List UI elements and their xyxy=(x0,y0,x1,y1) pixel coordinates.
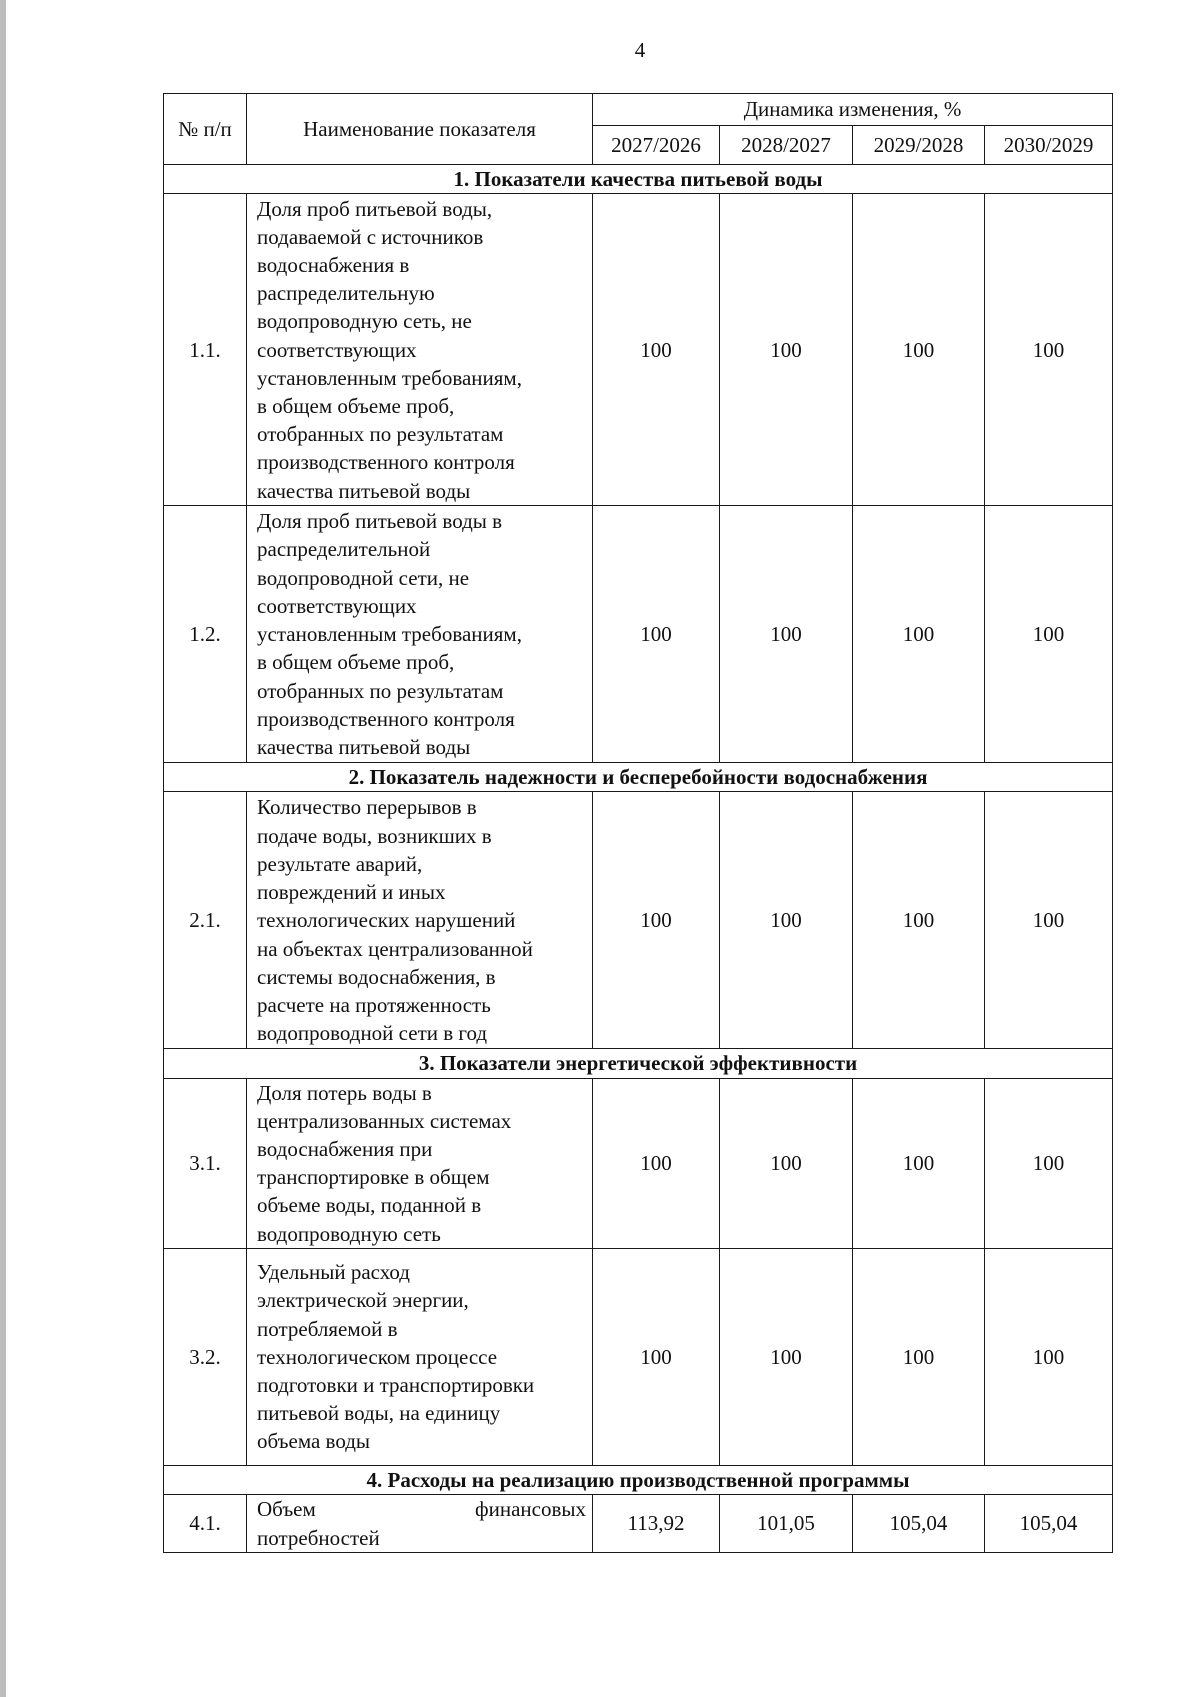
table-row xyxy=(164,194,1113,506)
indicator-name: Доля потерь воды в централизованных системах водоснабжения при транспортировке в общем объеме воды, поданной в водопроводную сеть xyxy=(247,1078,593,1248)
value-cell: 100 xyxy=(593,1078,720,1248)
value-cell: 100 xyxy=(720,1248,853,1465)
value-cell: 100 xyxy=(985,194,1113,506)
table-row xyxy=(164,506,1113,763)
indicator-name: Доля проб питьевой воды, подаваемой с источников водоснабжения в распределительную водопроводную сеть, не соответствующих установленным требованиям, в общем объеме проб, отобранных по результатам производственного контроля качества питьевой воды xyxy=(247,194,593,506)
header-year: 2030/2029 xyxy=(985,126,1113,165)
indicator-name: Количество перерывов в подаче воды, возникших в результате аварий, повреждений и иных технологических нарушений на объектах централизованной системы водоснабжения, в расчете на протяженность водопроводной сети в год xyxy=(247,792,593,1049)
table-row xyxy=(164,792,1113,1049)
value-cell: 100 xyxy=(720,194,853,506)
row-number: 1.2. xyxy=(164,506,247,763)
value-cell: 100 xyxy=(720,792,853,1049)
value-cell: 100 xyxy=(985,1078,1113,1248)
header-year: 2028/2027 xyxy=(720,126,853,165)
header-dynamics: Динамика изменения, % xyxy=(593,94,1113,126)
header-row-1 xyxy=(164,94,1113,126)
section-title: 2. Показатель надежности и бесперебойности водоснабжения xyxy=(164,763,1113,792)
row-number: 3.1. xyxy=(164,1078,247,1248)
indicator-name-word: потребностей xyxy=(257,1525,380,1550)
value-cell: 100 xyxy=(853,1248,985,1465)
indicator-name: Удельный расход электрической энергии, потребляемой в технологическом процессе подготовки и транспортировки питьевой воды, на единицу объема воды xyxy=(247,1248,593,1465)
indicator-name-word: финансовых xyxy=(475,1497,586,1522)
value-cell: 100 xyxy=(720,1078,853,1248)
value-cell: 105,04 xyxy=(853,1495,985,1553)
header-num: № п/п xyxy=(164,94,247,165)
scan-edge xyxy=(0,0,6,1697)
table-row xyxy=(164,1495,1113,1553)
value-cell: 100 xyxy=(853,506,985,763)
value-cell: 100 xyxy=(853,194,985,506)
row-number: 3.2. xyxy=(164,1248,247,1465)
value-cell: 100 xyxy=(593,506,720,763)
table-row xyxy=(164,1248,1113,1465)
value-cell: 100 xyxy=(853,792,985,1049)
value-cell: 100 xyxy=(593,194,720,506)
table-row xyxy=(164,1078,1113,1248)
row-number: 2.1. xyxy=(164,792,247,1049)
value-cell: 100 xyxy=(593,792,720,1049)
indicator-name xyxy=(247,1495,593,1553)
header-year: 2029/2028 xyxy=(853,126,985,165)
section-title: 1. Показатели качества питьевой воды xyxy=(164,165,1113,194)
value-cell: 100 xyxy=(985,506,1113,763)
value-cell: 100 xyxy=(985,792,1113,1049)
section-title: 3. Показатели энергетической эффективности xyxy=(164,1049,1113,1078)
section-title: 4. Расходы на реализацию производственной программы xyxy=(164,1465,1113,1494)
section-row xyxy=(164,1465,1113,1494)
section-row xyxy=(164,1049,1113,1078)
section-row xyxy=(164,763,1113,792)
value-cell: 100 xyxy=(593,1248,720,1465)
indicator-name-word: Объем xyxy=(257,1497,316,1522)
value-cell: 100 xyxy=(853,1078,985,1248)
row-number: 4.1. xyxy=(164,1495,247,1553)
value-cell: 105,04 xyxy=(985,1495,1113,1553)
value-cell: 100 xyxy=(985,1248,1113,1465)
value-cell: 101,05 xyxy=(720,1495,853,1553)
row-number: 1.1. xyxy=(164,194,247,506)
indicator-name: Доля проб питьевой воды в распределительной водопроводной сети, не соответствующих установленным требованиям, в общем объеме проб, отобранных по результатам производственного контроля качества питьевой воды xyxy=(247,506,593,763)
page-number: 4 xyxy=(634,38,646,62)
value-cell: 100 xyxy=(720,506,853,763)
section-row xyxy=(164,165,1113,194)
value-cell: 113,92 xyxy=(593,1495,720,1553)
header-name: Наименование показателя xyxy=(247,94,593,165)
header-year: 2027/2026 xyxy=(593,126,720,165)
indicators-table xyxy=(163,93,1113,1553)
